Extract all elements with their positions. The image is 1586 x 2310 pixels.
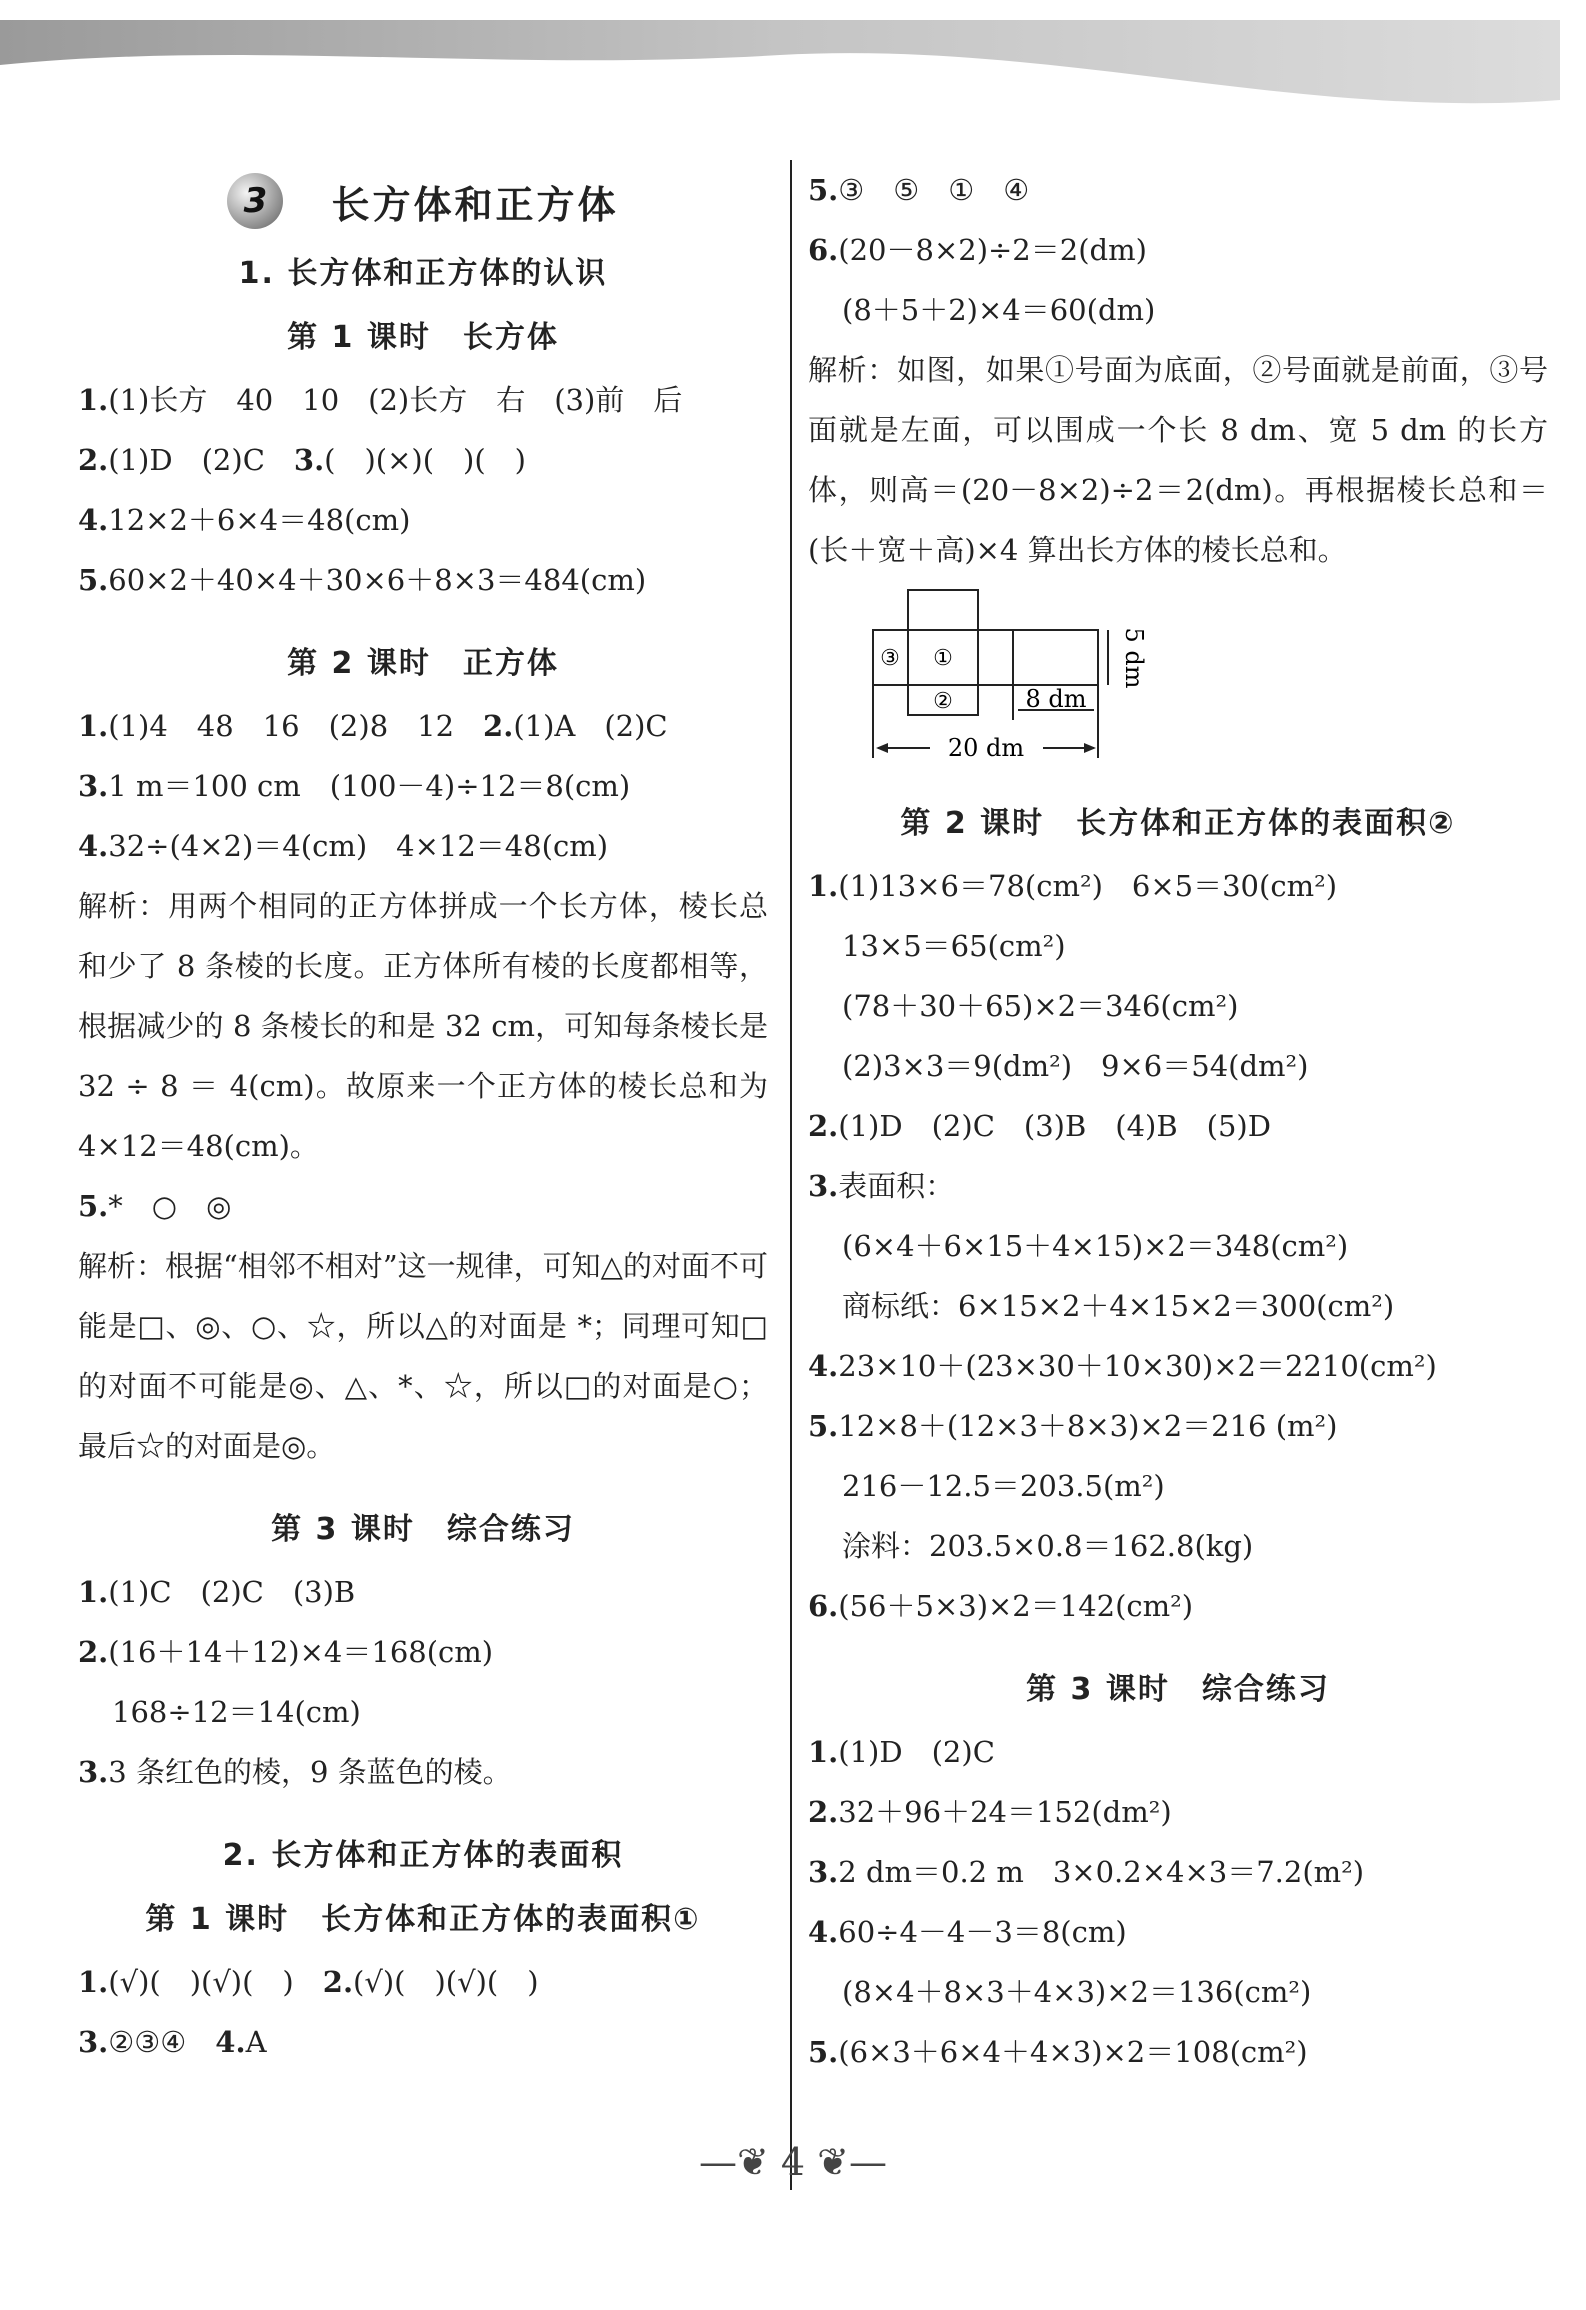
face-label-2: ②: [933, 689, 953, 714]
net-right-face: [978, 630, 1013, 685]
net-back-face: [1013, 630, 1098, 685]
answer-text: ( )(×)( )( ): [324, 443, 526, 477]
answer-text: 2 dm＝0.2 m 3×0.2×4×3＝7.2(m²): [838, 1855, 1365, 1889]
answer-line: [808, 916, 1548, 976]
surface-lesson-1-answers: [78, 1952, 768, 2072]
analysis-text: 解析：用两个相同的正方体拼成一个长方体，棱长总和少了 8 条棱的长度。正方体所有棱的长度都相等，根据减少的 8 条棱长的和是 32 cm，可知每条棱长是 32 ÷ 8 ＝ 4(cm)。故原来一个正方体的棱长总和为 4×12＝48(cm)。: [78, 889, 768, 1163]
item-number: 3.: [78, 1755, 109, 1789]
item-number: 1.: [78, 383, 109, 417]
answer-text: (1)4 48 16 (2)8 12: [108, 709, 484, 743]
item-number: 5.: [808, 1409, 839, 1443]
section-1-title: 1. 长方体和正方体的认识: [238, 256, 608, 291]
answer-line: [78, 1562, 768, 1622]
lesson-2-title: 第 2 课时 正方体: [287, 646, 559, 681]
surface-lesson-3-title: 第 3 课时 综合练习: [1026, 1672, 1330, 1707]
lesson-3-answers: [78, 1562, 768, 1802]
answer-line: [808, 1216, 1548, 1276]
answer-text: (1)D (2)C: [838, 1735, 995, 1769]
answer-text: 3 条红色的棱，9 条蓝色的棱。: [108, 1755, 512, 1789]
answer-text: 13×5＝65(cm²): [842, 929, 1066, 963]
answer-line: [78, 1622, 768, 1682]
face-label-3: ③: [880, 646, 900, 671]
surface-lesson-2-answers: [808, 856, 1548, 1636]
item-number: 5.: [78, 563, 109, 597]
answer-line: [78, 430, 768, 490]
answer-line: [78, 370, 768, 430]
item-number: 1.: [78, 1965, 109, 1999]
column-divider: [790, 160, 792, 2190]
left-column: [78, 160, 768, 2072]
answer-text: (1)D (2)C (3)B (4)B (5)D: [838, 1109, 1271, 1143]
answer-text: (56＋5×3)×2＝142(cm²): [838, 1589, 1194, 1623]
analysis-text: 解析：如图，如果①号面为底面，②号面就是前面，③号面就是左面，可以围成一个长 8 dm、宽 5 dm 的长方体，则高＝(20－8×2)÷2＝2(dm)。再根据棱长总和＝(长＋宽＋高)×4 算出长方体的棱长总和。: [808, 353, 1548, 567]
answer-text: (16＋14＋12)×4＝168(cm): [108, 1635, 494, 1669]
answer-text: ③ ⑤ ① ④: [838, 173, 1030, 207]
dim-width-label: 8 dm: [1025, 685, 1087, 713]
item-number: 5.: [808, 2035, 839, 2069]
answer-text: (1)D (2)C: [108, 443, 294, 477]
answer-text: A: [245, 2025, 267, 2059]
header-band: [0, 0, 1586, 115]
item-number: 4.: [215, 2025, 246, 2059]
item-number: 2.: [808, 1109, 839, 1143]
lesson-1-answers: [78, 370, 768, 610]
item-number: 2.: [322, 1965, 354, 1999]
answer-line: [78, 550, 768, 610]
answer-text: 商标纸：6×15×2＋4×15×2＝300(cm²): [842, 1289, 1395, 1323]
answer-text: (78＋30＋65)×2＝346(cm²): [842, 989, 1239, 1023]
answer-text: 168÷12＝14(cm): [112, 1695, 361, 1729]
item-number: 4.: [808, 1349, 839, 1383]
item-number: 1.: [78, 1575, 109, 1609]
net-diagram: [868, 580, 1548, 770]
item-number: 4.: [78, 503, 109, 537]
answer-line: [808, 1396, 1548, 1456]
answer-text: (6×4＋6×15＋4×15)×2＝348(cm²): [842, 1229, 1349, 1263]
right-column: [808, 160, 1548, 2082]
answer-line: [808, 1516, 1548, 1576]
item-number: 3.: [808, 1169, 839, 1203]
answer-text: 涂料：203.5×0.8＝162.8(kg): [842, 1529, 1254, 1563]
dim-height-label: 5 dm: [1120, 627, 1148, 689]
answer-line: [808, 1782, 1548, 1842]
answer-text: 12×8＋(12×3＋8×3)×2＝216 (m²): [838, 1409, 1338, 1443]
answer-line: [78, 2012, 768, 2072]
unit-name: 长方体和正方体: [331, 182, 619, 227]
answer-text: * ○ ◎: [108, 1189, 232, 1223]
answer-line: [78, 756, 768, 816]
answer-text: 60÷4－4－3＝8(cm): [838, 1915, 1127, 1949]
item-number: 1.: [808, 869, 839, 903]
answer-line: [808, 1576, 1548, 1636]
dim-total-label: 20 dm: [947, 734, 1025, 762]
net-diagram-svg: [868, 580, 1168, 770]
answer-line: [808, 1096, 1548, 1156]
item-number: 4.: [808, 1915, 839, 1949]
item-number: 5.: [78, 1189, 109, 1223]
answer-line: [78, 490, 768, 550]
answer-line: [808, 976, 1548, 1036]
item-number: 6.: [808, 1589, 839, 1623]
item-number: 2.: [808, 1795, 839, 1829]
lesson-1-title: 第 1 课时 长方体: [287, 320, 559, 355]
answer-line: [808, 280, 1548, 340]
surface-lesson-1-title: 第 1 课时 长方体和正方体的表面积①: [145, 1902, 701, 1937]
continued-answers: [808, 160, 1548, 340]
lesson-3-title: 第 3 课时 综合练习: [271, 1512, 575, 1547]
answer-text: 表面积：: [838, 1169, 955, 1203]
answer-text: (8×4＋8×3＋4×3)×2＝136(cm²): [842, 1975, 1312, 2009]
answer-line: [808, 1336, 1548, 1396]
answer-text: 216－12.5＝203.5(m²): [842, 1469, 1165, 1503]
analysis-text: 解析：根据“相邻不相对”这一规律，可知△的对面不可能是□、◎、○、☆，所以△的对面是 *；同理可知□的对面不可能是◎、△、*、☆，所以□的对面是○；最后☆的对面是◎。: [78, 1249, 768, 1463]
answer-text: (20－8×2)÷2＝2(dm): [838, 233, 1147, 267]
item-number: 2.: [78, 1635, 109, 1669]
item-number: 3.: [78, 2025, 109, 2059]
answer-line: [78, 1742, 768, 1802]
unit-number-badge: 3: [227, 173, 283, 229]
net-top-face: [908, 590, 978, 630]
answer-line: [78, 696, 768, 756]
answer-line: [808, 160, 1548, 220]
answer-line: [808, 220, 1548, 280]
answer-text: (1)长方 40 10 (2)长方 右 (3)前 后: [108, 383, 683, 417]
answer-text: (2)3×3＝9(dm²) 9×6＝54(dm²): [842, 1049, 1309, 1083]
answer-line: [808, 1842, 1548, 1902]
item-number: 3.: [808, 1855, 839, 1889]
answer-text: (√)( )(√)( ): [108, 1965, 323, 1999]
page-number: —❦ 4 ❦—: [698, 2140, 888, 2184]
answer-text: 1 m＝100 cm (100－4)÷12＝8(cm): [108, 769, 631, 803]
answer-line: [808, 1456, 1548, 1516]
answer-text: (1)13×6＝78(cm²) 6×5＝30(cm²): [838, 869, 1338, 903]
answer-line: [808, 1902, 1548, 1962]
answer-line: [808, 1722, 1548, 1782]
item-number: 1.: [808, 1735, 839, 1769]
answer-line: [808, 1036, 1548, 1096]
answer-text: 12×2＋6×4＝48(cm): [108, 503, 411, 537]
section-2-title: 2. 长方体和正方体的表面积: [222, 1838, 624, 1873]
lesson-2-answers: [78, 696, 768, 876]
answer-line: [78, 816, 768, 876]
unit-title: [78, 160, 768, 242]
answer-text: 32÷(4×2)＝4(cm) 4×12＝48(cm): [108, 829, 609, 863]
surface-lesson-3-answers: [808, 1722, 1548, 2082]
face-label-1: ①: [933, 646, 953, 671]
answer-text: (8＋5＋2)×4＝60(dm): [842, 293, 1156, 327]
answer-line: [808, 1962, 1548, 2022]
item-number: 4.: [78, 829, 109, 863]
answer-line: [78, 1952, 768, 2012]
answer-line: [78, 1682, 768, 1742]
answer-text: (6×3＋6×4＋4×3)×2＝108(cm²): [838, 2035, 1308, 2069]
answer-line: [808, 2022, 1548, 2082]
answer-text: 23×10＋(23×30＋10×30)×2＝2210(cm²): [838, 1349, 1437, 1383]
surface-lesson-2-title: 第 2 课时 长方体和正方体的表面积②: [900, 806, 1456, 841]
answer-line: [78, 1176, 768, 1236]
answer-line: [808, 1156, 1548, 1216]
answer-text: 60×2＋40×4＋30×6＋8×3＝484(cm): [108, 563, 647, 597]
page-number-value: 4: [780, 2140, 806, 2184]
item-number: 1.: [78, 709, 109, 743]
answer-text: ②③④: [108, 2025, 216, 2059]
item-number: 2.: [483, 709, 514, 743]
answer-line: [808, 856, 1548, 916]
answer-line: [808, 1276, 1548, 1336]
item-number: 3.: [293, 443, 325, 477]
item-number: 3.: [78, 769, 109, 803]
item-number: 5.: [808, 173, 839, 207]
item-number: 6.: [808, 233, 839, 267]
answer-text: (1)C (2)C (3)B: [108, 1575, 356, 1609]
answer-text: (1)A (2)C: [513, 709, 668, 743]
item-number: 2.: [78, 443, 109, 477]
answer-text: (√)( )(√)( ): [353, 1965, 539, 1999]
answer-text: 32＋96＋24＝152(dm²): [838, 1795, 1172, 1829]
